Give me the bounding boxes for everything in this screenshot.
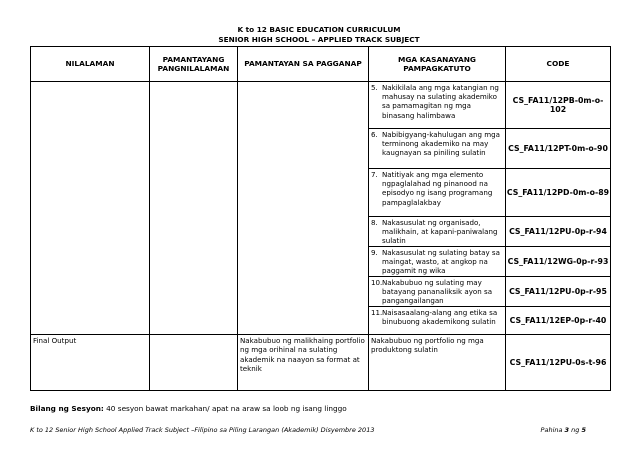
code-cell: CS_FA11/12WG-0p-r-93 (506, 247, 611, 277)
code-cell: CS_FA11/12PU-0p-r-95 (506, 277, 611, 307)
sesyon-label: Bilang ng Sesyon: (30, 404, 104, 413)
competency-number: 9. (371, 248, 378, 257)
header-pamantayan-sa-pagganap: PAMANTAYAN SA PAGGANAP (238, 47, 369, 82)
curriculum-table (30, 46, 611, 391)
sesyon-line (30, 404, 347, 413)
page-total: 5 (581, 426, 586, 434)
competency-text: Nakasusulat ng organisado, malikhain, at kapani-paniwalang sulatin (382, 218, 498, 246)
competency-text: Nakasusulat ng sulating batay sa maingat, wasto, at angkop na paggamit ng wika (382, 248, 500, 276)
competency-cell (369, 217, 506, 247)
page-prefix: Pahina (540, 426, 565, 434)
header-kasanayang-pampagkatuto: MGA KASANAYANG PAMPAGKATUTO (369, 47, 506, 82)
competency-text: Nakikilala ang mga katangian ng mahusay na sulating akademiko sa pamamagitan ng mga binasang halimbawa (382, 83, 499, 120)
final-output-label: Final Output (31, 335, 150, 391)
competency-cell (369, 307, 506, 335)
competency-number: 10. (371, 278, 383, 287)
pagganap-cell (238, 82, 369, 335)
competency-cell (369, 129, 506, 169)
competency-number: 7. (371, 170, 378, 179)
track-subtitle: SENIOR HIGH SCHOOL – APPLIED TRACK SUBJECT (218, 35, 420, 44)
final-kasanayan-text: Nakabubuo ng portfolio ng mga produktong sulatin (369, 335, 506, 391)
competency-cell (369, 169, 506, 217)
competency-text: Naisasaalang-alang ang etika sa binubuong akademikong sulatin (382, 308, 498, 327)
nilalaman-cell (31, 82, 150, 335)
competency-cell (369, 247, 506, 277)
competency-text: Natitiyak ang mga elemento ngpaglalahad ng pinanood na episodyo ng isang programang pampaglalakbay (382, 170, 493, 207)
page-indicator (541, 426, 586, 434)
header-pamantayang-pangnilalaman: PAMANTAYANG PANGNILALAMAN (150, 47, 238, 82)
final-output-row (31, 335, 611, 391)
competency-cell (369, 277, 506, 307)
table-header-row (31, 47, 611, 82)
final-pangnilalaman-cell (150, 335, 238, 391)
final-code-cell: CS_FA11/12PU-0s-t-96 (506, 335, 611, 391)
code-cell: CS_FA11/12PT-0m-o-90 (506, 129, 611, 169)
header-nilalaman: NILALAMAN (31, 47, 150, 82)
document-footer-title: K to 12 Senior High School Applied Track Subject –Filipino sa Piling Larangan (Akademik) Disyembre 2013 (30, 426, 375, 434)
code-cell: CS_FA11/12PU-0p-r-94 (506, 217, 611, 247)
competency-number: 6. (371, 130, 378, 139)
competency-number: 5. (371, 83, 378, 92)
competency-number: 8. (371, 218, 378, 227)
header-code: CODE (506, 47, 611, 82)
code-cell: CS_FA11/12PD-0m-o-89 (506, 169, 611, 217)
page-separator: ng (569, 426, 582, 434)
code-cell: CS_FA11/12EP-0p-r-40 (506, 307, 611, 335)
sesyon-text: 40 sesyon bawat markahan/ apat na araw sa loob ng isang linggo (103, 404, 347, 413)
final-pagganap-text: Nakabubuo ng malikhaing portfolio ng mga orihinal na sulating akademik na naayon sa format at teknik (238, 335, 369, 391)
competency-number: 11. (371, 308, 383, 317)
competency-cell (369, 82, 506, 129)
table-row (31, 82, 611, 129)
page-number: 3 (564, 426, 570, 434)
curriculum-title: K to 12 BASIC EDUCATION CURRICULUM (237, 25, 401, 34)
pangnilalaman-cell (150, 82, 238, 335)
competency-text: Nabibigyang-kahulugan ang mga terminong akademiko na may kaugnayan sa piniling sulatin (382, 130, 500, 158)
competency-text: Nakabubuo ng sulating may batayang pananaliksik ayon sa pangangailangan (382, 278, 493, 306)
code-cell: CS_FA11/12PB-0m-o-102 (506, 82, 611, 129)
